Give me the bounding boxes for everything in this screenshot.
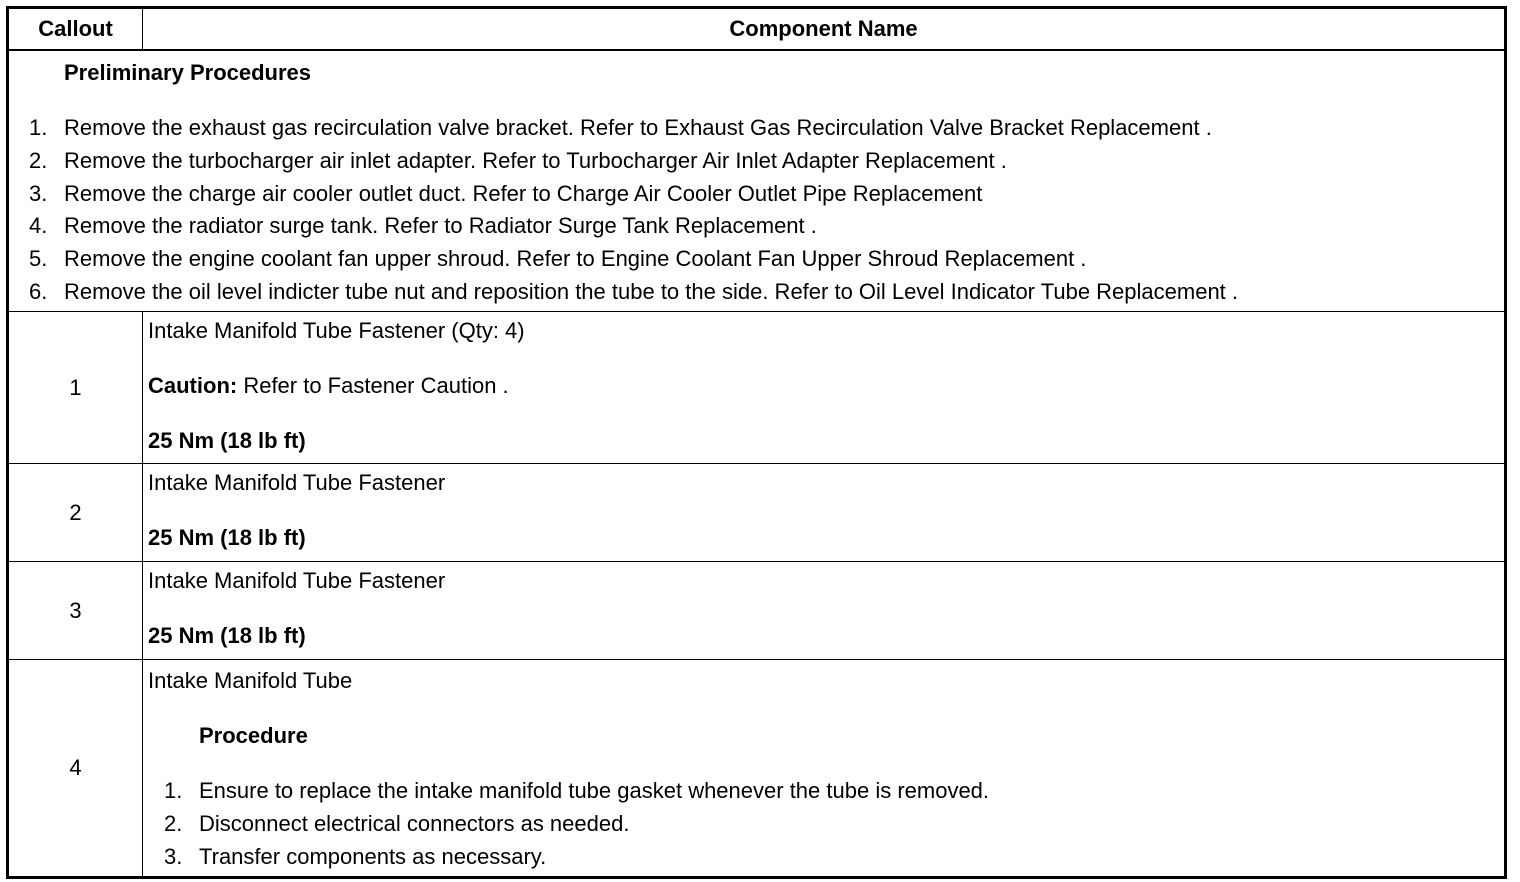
component-table: [6, 6, 1507, 879]
callout-number: 2: [8, 464, 143, 562]
torque-spec: 25 Nm (18 lb ft): [148, 525, 306, 550]
step-number: 5.: [29, 246, 48, 272]
procedure-steps-list: [164, 778, 989, 876]
step-text: Transfer components as necessary.: [199, 843, 547, 869]
torque-spec: 25 Nm (18 lb ft): [148, 428, 306, 453]
preliminary-procedures-row: [8, 50, 1506, 312]
step-number: 1.: [164, 778, 183, 803]
step-number: 6.: [29, 278, 48, 304]
step-number: 1.: [29, 115, 48, 140]
component-cell-content: [143, 312, 1504, 463]
component-name-column-header: Component Name: [143, 8, 1506, 51]
component-cell: [143, 660, 1506, 878]
component-cell-content: [143, 660, 1504, 876]
preliminary-procedures-title: Preliminary Procedures: [64, 60, 312, 85]
table-row: [8, 464, 1506, 562]
table-row: [8, 562, 1506, 660]
callout-column-header: Callout: [8, 8, 143, 51]
step-text: Remove the turbocharger air inlet adapter. Refer to Turbocharger Air Inlet Adapter Replacement .: [64, 147, 1007, 173]
preliminary-step: [29, 246, 1238, 279]
step-number: 3.: [164, 843, 183, 869]
step-number: 4.: [29, 213, 48, 239]
table-row: [8, 312, 1506, 464]
preliminary-step: [29, 279, 1238, 312]
table-header-row: [8, 8, 1506, 51]
step-text: Disconnect electrical connectors as needed.: [199, 810, 630, 836]
component-name: Intake Manifold Tube Fastener: [148, 470, 446, 495]
preliminary-step: [29, 213, 1238, 246]
caution-note: [148, 373, 509, 399]
table-row: [8, 660, 1506, 878]
preliminary-steps-list: [29, 115, 1238, 312]
procedure-step: [164, 811, 989, 844]
torque-spec: 25 Nm (18 lb ft): [148, 623, 306, 648]
component-cell-content: [143, 562, 1504, 659]
component-name: Intake Manifold Tube: [148, 668, 353, 693]
step-number: 2.: [164, 810, 183, 836]
step-text: Remove the radiator surge tank. Refer to Radiator Surge Tank Replacement .: [64, 213, 817, 239]
caution-text: Refer to Fastener Caution .: [237, 373, 509, 398]
component-name: Intake Manifold Tube Fastener: [148, 568, 446, 593]
caution-label: Caution:: [148, 373, 238, 398]
step-text: Remove the charge air cooler outlet duct. Refer to Charge Air Cooler Outlet Pipe Replacement: [64, 180, 983, 206]
component-cell-content: [143, 464, 1504, 561]
step-text: Remove the exhaust gas recirculation valve bracket. Refer to Exhaust Gas Recirculation Valve Bracket Replacement .: [64, 115, 1212, 140]
step-text: Remove the engine coolant fan upper shroud. Refer to Engine Coolant Fan Upper Shroud Replacement .: [64, 246, 1087, 272]
callout-number: 1: [8, 312, 143, 464]
preliminary-step: [29, 148, 1238, 181]
step-text: Ensure to replace the intake manifold tube gasket whenever the tube is removed.: [199, 778, 990, 803]
preliminary-step: [29, 115, 1238, 148]
step-text: Remove the oil level indicter tube nut and reposition the tube to the side. Refer to Oil Level Indicator Tube Replacement .: [64, 278, 1239, 304]
procedure-step: [164, 844, 989, 877]
preliminary-procedures-cell: [8, 50, 1506, 312]
procedure-step: [164, 778, 989, 811]
step-number: 3.: [29, 180, 48, 206]
procedure-title: Procedure: [199, 723, 308, 748]
component-cell: [143, 312, 1506, 464]
component-cell: [143, 464, 1506, 562]
callout-number: 3: [8, 562, 143, 660]
preliminary-step: [29, 181, 1238, 214]
component-cell: [143, 562, 1506, 660]
component-name: Intake Manifold Tube Fastener (Qty: 4): [148, 318, 525, 343]
step-number: 2.: [29, 147, 48, 173]
callout-number: 4: [8, 660, 143, 878]
